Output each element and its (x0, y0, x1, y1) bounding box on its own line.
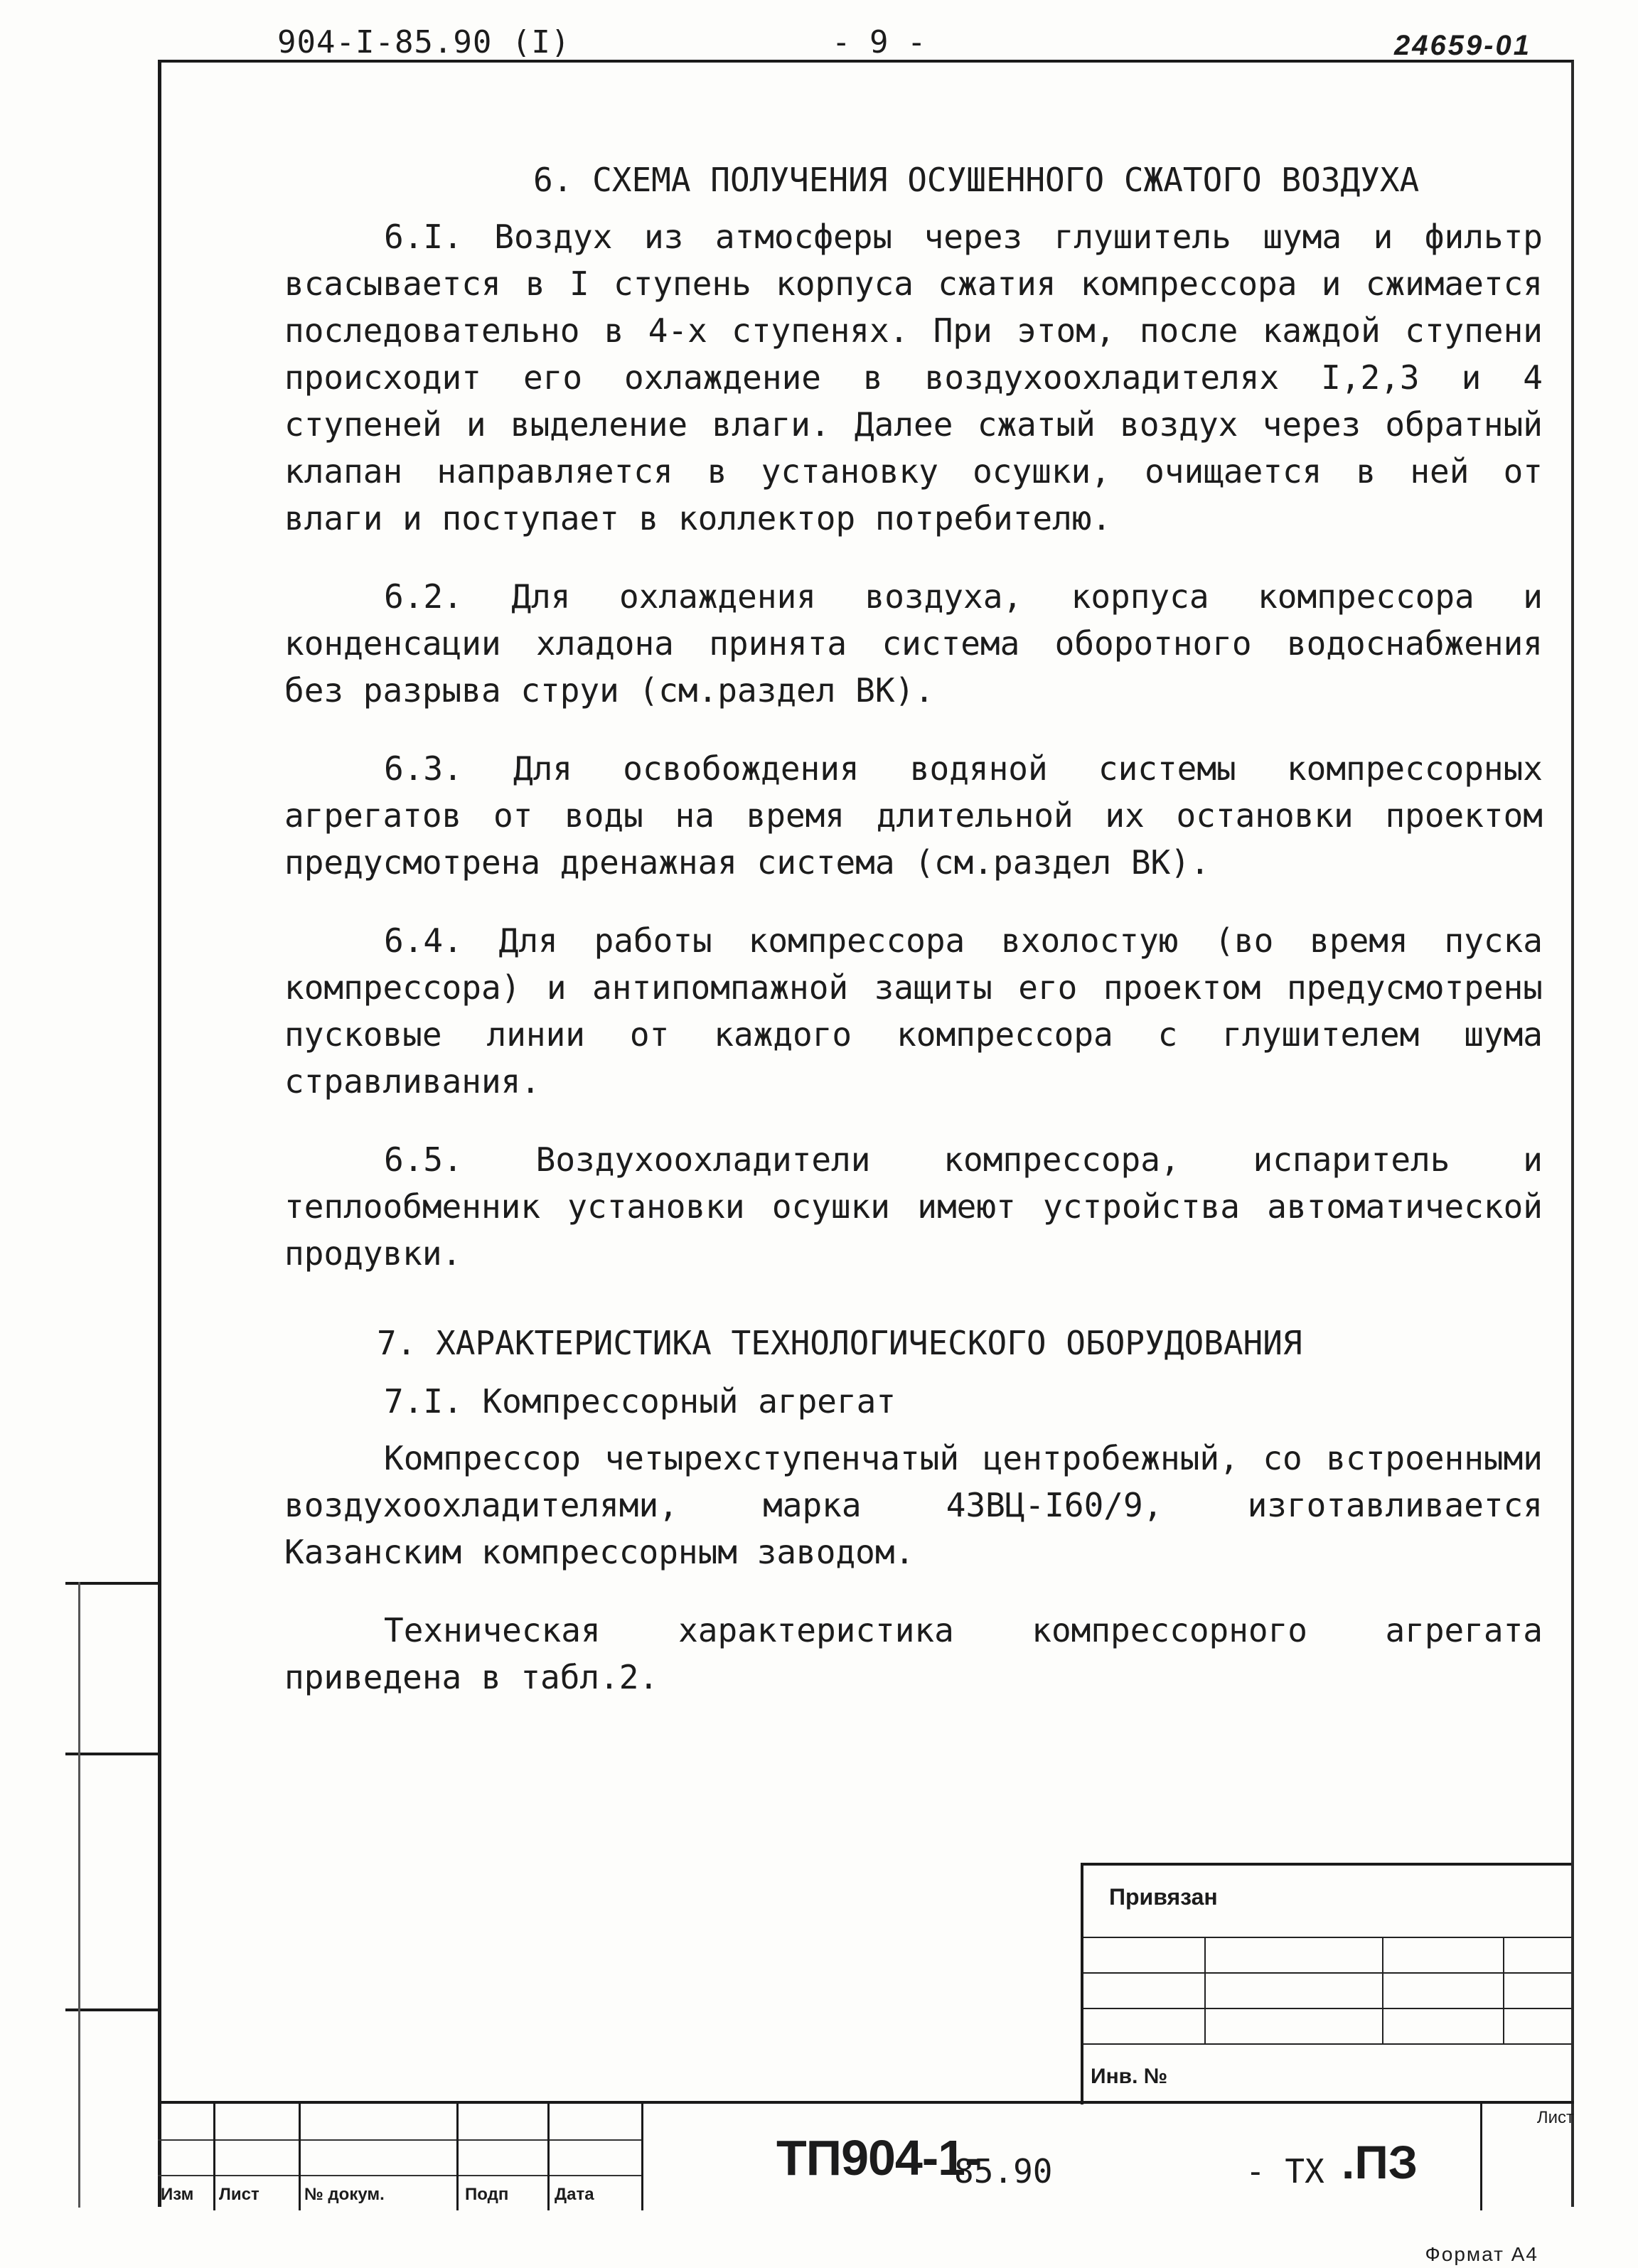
stamp-label-izm: Изм (161, 2185, 194, 2204)
designation-mark: - ТХ (1246, 2152, 1324, 2191)
paragraph-6-1: 6.I. Воздух из атмосферы через глушитель шума и фильтр всасывается в I ступень корпуса сжатия компрессора и сжимается последовательно в 4-х ступенях. При этом, после каждой ступени происходит его охлаждение в воздухоохладителях I,2,3 и 4 ступеней и выделение влаги. Далее сжатый воздух через обратный клапан направляется в установку осушки, очищается в ней от влаги и поступает в коллектор потребителю. (284, 218, 1543, 537)
stamp-label-doc: № докум. (304, 2185, 385, 2204)
paragraph-7-2: Техническая характеристика компрессорного агрегата приведена в табл.2. (284, 1611, 1543, 1696)
stamp-label-podp: Подп (465, 2185, 509, 2204)
paragraph-6-4: 6.4. Для работы компрессора вхолостую (во время пуска компрессора) и антипомпажной защиты его проектом предусмотрены пусковые линии от каждого компрессора с глушителем шума стравливания. (284, 921, 1543, 1101)
stamp-label-data: Дата (555, 2185, 594, 2204)
title-block-stamp (158, 2101, 1574, 2208)
stamp-col-line (1480, 2104, 1482, 2210)
top-header (0, 21, 1638, 64)
privyazan-row-line (1083, 1937, 1571, 1938)
page-number: - 9 - (832, 24, 926, 60)
privyazan-row-line (1083, 2043, 1571, 2045)
stamp-col-line (213, 2104, 215, 2210)
stamp-row-line (158, 2139, 641, 2141)
inventory-number: 24659-01 (1393, 30, 1531, 61)
privyazan-col-line (1503, 1937, 1504, 2043)
privyazan-inv-label: Инв. № (1091, 2065, 1168, 2088)
section6-heading: 6. СХЕМА ПОЛУЧЕНИЯ ОСУШЕННОГО СЖАТОГО ВОЗДУХА (533, 161, 1420, 199)
privyazan-row-line (1083, 1972, 1571, 1974)
paragraph-6-3: 6.3. Для освобождения водяной системы компрессорных агрегатов от воды на время длительной их остановки проектом предусмотрена дренажная система (см.раздел ВК). (284, 749, 1543, 882)
privyazan-col-line (1204, 1937, 1206, 2043)
privyazan-col-line (1382, 1937, 1383, 2043)
designation-year: 85.90 (954, 2152, 1053, 2191)
privyazan-row-line (1083, 2008, 1571, 2009)
document-body (284, 156, 1543, 1732)
paragraph-7-1: Компрессор четырехступенчатый центробежный, со встроенными воздухоохладителями, марка 43ВЦ-I60/9, изготавливается Казанским компрессорным заводом. (284, 1439, 1543, 1571)
section7-subheading: 7.I. Компрессорный агрегат (384, 1382, 896, 1421)
stamp-label-list: Лист (219, 2185, 259, 2204)
stamp-col-line (299, 2104, 301, 2210)
privyazan-box (1081, 1863, 1571, 2104)
designation-suffix: .ПЗ (1342, 2136, 1418, 2188)
privyazan-title: Привязан (1109, 1884, 1218, 1910)
format-label: Формат А4 (1425, 2243, 1538, 2265)
section7-heading: 7. ХАРАКТЕРИСТИКА ТЕХНОЛОГИЧЕСКОГО ОБОРУДОВАНИЯ (377, 1324, 1302, 1362)
paragraph-6-5: 6.5. Воздухоохладители компрессора, испаритель и теплообменник установки осушки имеют устройства автоматической продувки. (284, 1140, 1543, 1273)
stamp-row-line (158, 2175, 641, 2176)
margin-vertical-line (78, 1582, 80, 2208)
sheet-label: Лист (1536, 2108, 1574, 2127)
stamp-col-line (547, 2104, 550, 2210)
document-code: 904-I-85.90 (I) (277, 24, 571, 60)
paragraph-6-2: 6.2. Для охлаждения воздуха, корпуса компрессора и конденсации хладона принята система оборотного водоснабжения без разрыва струи (см.раздел ВК). (284, 577, 1543, 710)
stamp-col-line (641, 2104, 643, 2210)
designation-code: ТП904-1- (776, 2130, 981, 2186)
stamp-col-line (456, 2104, 459, 2210)
